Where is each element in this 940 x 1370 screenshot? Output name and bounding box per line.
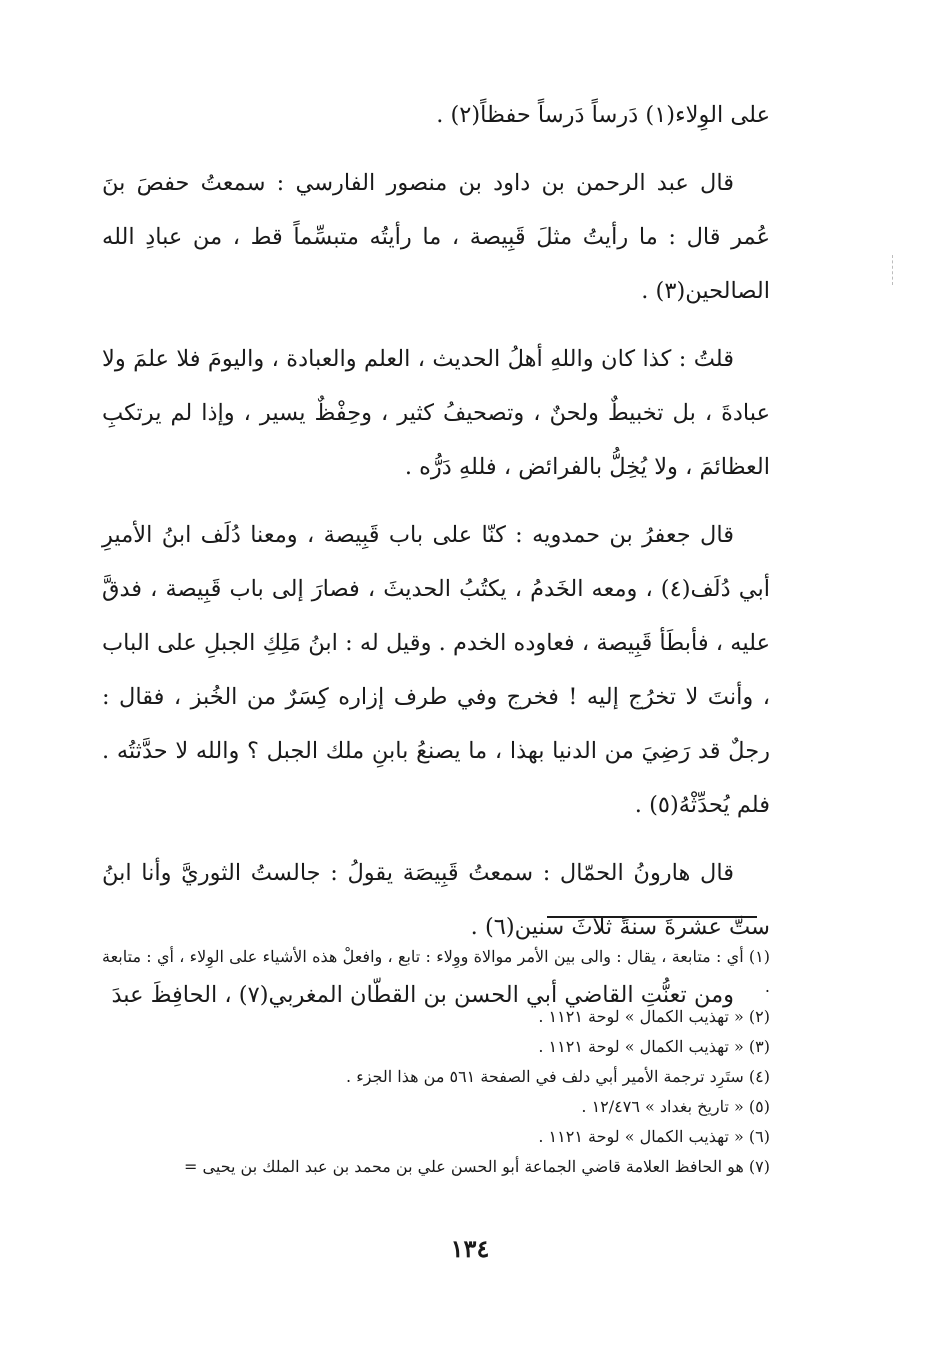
footnote-3: (٣) « تهذيب الكمال » لوحة ١١٢١ .	[538, 1037, 770, 1056]
paragraph-gap	[102, 494, 770, 508]
footnote-6: (٦) « تهذيب الكمال » لوحة ١١٢١ .	[538, 1127, 770, 1146]
footnote-4: (٤) ستَرِد ترجمة الأمير أبي دلف في الصفحة ٥٦١ من هذا الجزء .	[346, 1067, 770, 1086]
paragraph-author-comment: قلتُ : كذا كان واللهِ أهلُ الحديث ، العلم والعبادة ، واليومَ فلا علمَ ولا عبادةَ ، بل تخبيطٌ ولحنٌ ، وتصحيفُ كثير ، وحِفْظٌ يسير ، وإذا لم يرتكبِ العظائمَ ، ولا يُخِلُّ بالفرائض ، فللهِ دَرُّه .	[102, 346, 770, 480]
paragraph-continuation: على الوِلاء(١) دَرساً دَرساً حفظاً(٢) .	[436, 102, 770, 128]
footnote-1: (١) أي : متابعة ، يقال : والى بين الأمر موالاة ووِلاء : تابع ، وافعلْ هذه الأشياء على الوِلاء ، أي : متابعة .	[102, 947, 770, 996]
paragraph-ibn-qattan: ومن تعنُّتِ القاضي أبي الحسن بن القطّان المغربي(٧) ، الحافِظَ عبدَ	[111, 982, 734, 1008]
scan-edge-mark	[892, 255, 895, 285]
main-text	[102, 88, 770, 1022]
footnote-divider	[547, 916, 757, 918]
footnote-7: (٧) هو الحافظ العلامة قاضي الجماعة أبو الحسن علي بن محمد بن عبد الملك بن يحيى =	[184, 1157, 770, 1176]
page-number: ١٣٤	[450, 1234, 490, 1263]
paragraph-hafs: قال عبد الرحمن بن داود بن منصور الفارسي : سمعتُ حفصَ بنَ عُمر قال : ما رأيتُ مثلَ قَبِيصة ، ما رأيتُه متبسِّماً قط ، من عبادِ الله الصالحين(٣) .	[102, 170, 770, 304]
footnote-5: (٥) « تاريخ بغداد » ١٢/٤٧٦ .	[581, 1097, 770, 1116]
footnotes	[102, 942, 770, 1182]
paragraph-harun: قال هارونُ الحمّال : سمعتُ قَبِيصَة يقولُ : جالستُ الثوريَّ وأنا ابنُ ستَّ عشرةَ سنةً ثلاثَ سنين(٦) .	[102, 860, 770, 940]
paragraph-jafar: قال جعفرُ بن حمدويه : كنّا على باب قَبِيصة ، ومعنا دُلَف ابنُ الأميرِ أبي دُلَف(٤) ، ومعه الخَدمُ ، يكتُبُ الحديثَ ، فصارَ إلى باب قَبِيصة ، فدقَّ عليه ، فأبطَأ قَبِيصة ، فعاوده الخدم . وقيل له : ابنُ مَلِكِ الجبلِ على الباب ، وأنتَ لا تخرُج إليه ! فخرج وفي طرف إزاره كِسَرٌ من الخُبز ، فقال : رجلٌ قد رَضِيَ من الدنيا بهذا ، ما يصنعُ بابنِ ملك الجبل ؟ والله لا حدَّثتُه . فلم يُحدِّثْهُ(٥) .	[102, 522, 770, 818]
paragraph-gap	[102, 142, 770, 156]
paragraph-gap	[102, 832, 770, 846]
footnote-2: (٢) « تهذيب الكمال » لوحة ١١٢١ .	[538, 1007, 770, 1026]
paragraph-gap	[102, 318, 770, 332]
